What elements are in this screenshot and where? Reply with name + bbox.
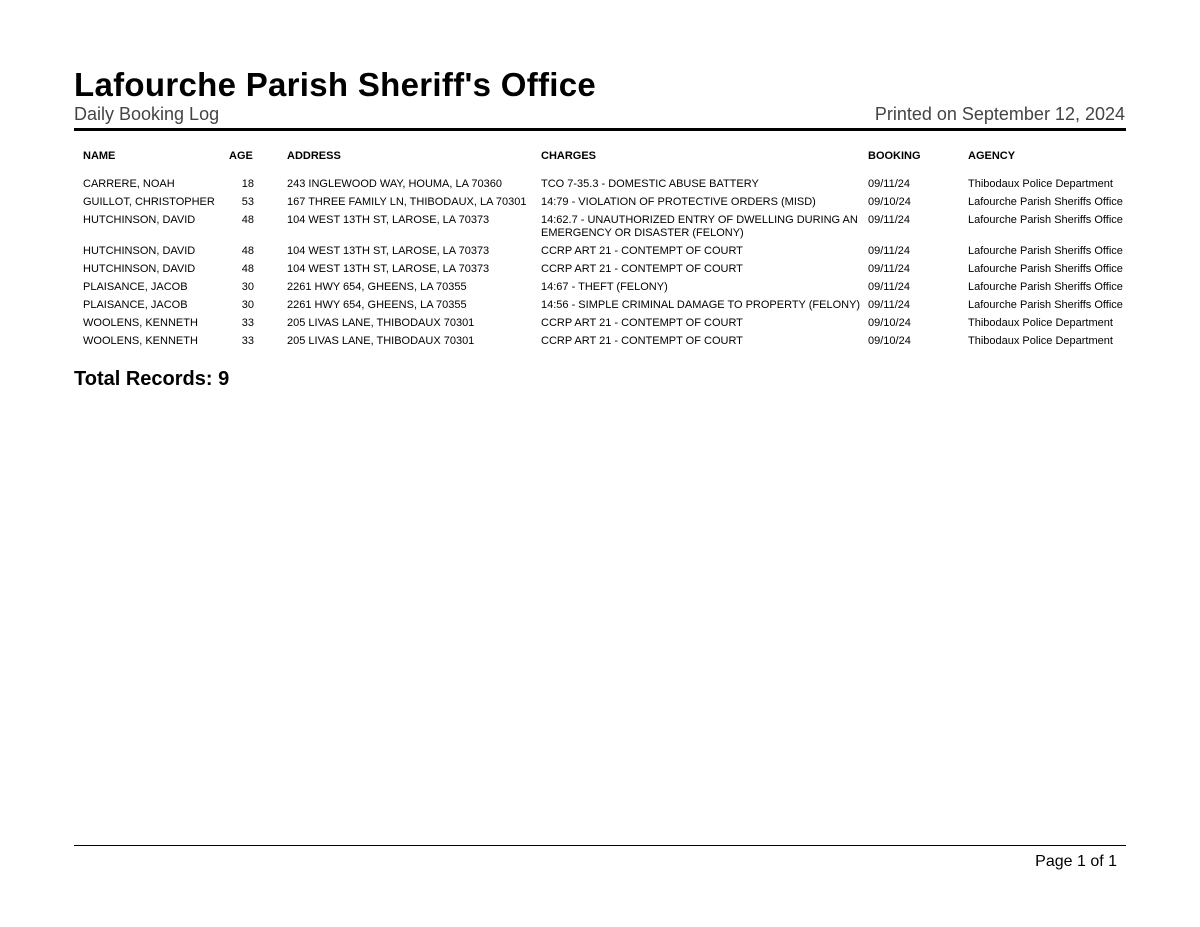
header-divider [74,128,1126,131]
cell-charges: CCRP ART 21 - CONTEMPT OF COURT [541,245,743,257]
cell-age: 33 [241,317,254,329]
cell-address: 104 WEST 13TH ST, LAROSE, LA 70373 [287,214,490,226]
cell-agency: Lafourche Parish Sheriffs Office [968,214,1123,226]
booking-log-table [80,146,1126,351]
cell-name: HUTCHINSON, DAVID [83,263,196,275]
cell-charges: CCRP ART 21 - CONTEMPT OF COURT [541,263,743,275]
total-records: Total Records: 9 [74,368,230,390]
column-header-address: ADDRESS [287,150,341,162]
cell-booking: 09/11/24 [868,214,911,226]
cell-agency: Lafourche Parish Sheriffs Office [968,196,1123,208]
cell-name: GUILLOT, CHRISTOPHER [83,196,215,208]
cell-booking: 09/10/24 [868,335,911,347]
cell-booking: 09/11/24 [868,263,911,275]
cell-booking: 09/11/24 [868,245,911,257]
cell-charges: CCRP ART 21 - CONTEMPT OF COURT [541,317,743,329]
footer-divider [74,845,1126,846]
cell-age: 53 [241,196,254,208]
table-row [80,315,1126,333]
cell-address: 205 LIVAS LANE, THIBODAUX 70301 [287,335,475,347]
table-row [80,261,1126,279]
table-header-row [80,146,1126,176]
report-subtitle: Daily Booking Log [74,104,220,124]
cell-address: 167 THREE FAMILY LN, THIBODAUX, LA 70301 [287,196,527,208]
cell-age: 48 [241,263,254,275]
cell-name: CARRERE, NOAH [83,178,175,190]
cell-agency: Thibodaux Police Department [968,335,1113,347]
cell-age: 48 [241,245,254,257]
cell-address: 243 INGLEWOOD WAY, HOUMA, LA 70360 [287,178,502,190]
table-row [80,297,1126,315]
cell-charges: CCRP ART 21 - CONTEMPT OF COURT [541,335,743,347]
cell-address: 205 LIVAS LANE, THIBODAUX 70301 [287,317,475,329]
cell-booking: 09/10/24 [868,196,911,208]
cell-address: 104 WEST 13TH ST, LAROSE, LA 70373 [287,245,490,257]
table-row [80,279,1126,297]
table-row [80,243,1126,261]
cell-age: 30 [241,281,254,293]
printed-date: Printed on September 12, 2024 [874,104,1125,124]
table-row [80,194,1126,212]
table-row [80,212,1126,243]
cell-age: 18 [241,178,254,190]
cell-name: WOOLENS, KENNETH [83,317,198,329]
cell-charges: 14:62.7 - UNAUTHORIZED ENTRY OF DWELLING DURING AN EMERGENCY OR DISASTER (FELONY) [541,214,858,239]
cell-booking: 09/11/24 [868,178,911,190]
cell-booking: 09/11/24 [868,299,911,311]
cell-agency: Lafourche Parish Sheriffs Office [968,263,1123,275]
cell-name: PLAISANCE, JACOB [83,281,188,293]
cell-name: HUTCHINSON, DAVID [83,245,196,257]
report-title: Lafourche Parish Sheriff's Office [74,66,597,103]
cell-address: 2261 HWY 654, GHEENS, LA 70355 [287,299,467,311]
cell-age: 30 [241,299,254,311]
cell-name: WOOLENS, KENNETH [83,335,198,347]
column-header-booking: BOOKING [868,150,921,162]
table-row [80,176,1126,194]
cell-charges: TCO 7-35.3 - DOMESTIC ABUSE BATTERY [541,178,759,190]
page-number: Page 1 of 1 [1035,853,1117,870]
column-header-name: NAME [83,150,116,162]
cell-agency: Lafourche Parish Sheriffs Office [968,299,1123,311]
cell-charges: 14:67 - THEFT (FELONY) [541,281,668,293]
cell-age: 33 [241,335,254,347]
cell-charges: 14:56 - SIMPLE CRIMINAL DAMAGE TO PROPERTY (FELONY) [541,299,861,311]
cell-address: 104 WEST 13TH ST, LAROSE, LA 70373 [287,263,490,275]
cell-charges: 14:79 - VIOLATION OF PROTECTIVE ORDERS (MISD) [541,196,816,208]
table-row [80,333,1126,351]
cell-age: 48 [241,214,254,226]
cell-agency: Thibodaux Police Department [968,178,1113,190]
cell-agency: Thibodaux Police Department [968,317,1113,329]
cell-booking: 09/11/24 [868,281,911,293]
column-header-age: AGE [229,150,253,162]
column-header-charges: CHARGES [541,150,597,162]
cell-address: 2261 HWY 654, GHEENS, LA 70355 [287,281,467,293]
column-header-agency: AGENCY [968,150,1016,162]
cell-name: HUTCHINSON, DAVID [83,214,196,226]
cell-agency: Lafourche Parish Sheriffs Office [968,281,1123,293]
cell-name: PLAISANCE, JACOB [83,299,188,311]
cell-agency: Lafourche Parish Sheriffs Office [968,245,1123,257]
cell-booking: 09/10/24 [868,317,911,329]
